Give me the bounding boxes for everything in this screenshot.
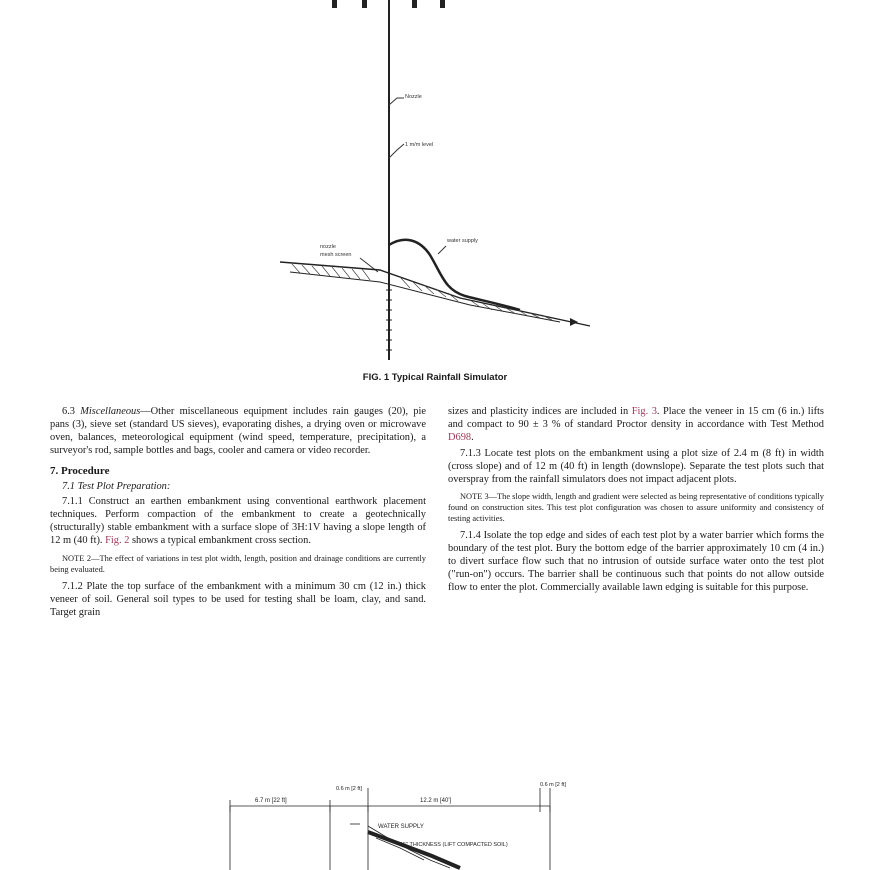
paragraph-7-1-2: 7.1.2 Plate the top surface of the embankment with a minimum 30 cm (12 in.) thick veneer of soil. General soil types to be used for testing shall be loam, clay, and sand. Target grain: [50, 581, 426, 619]
nozzle-label: Nozzle: [405, 94, 422, 100]
thickness-label: 15" THICKNESS (LIFT COMPACTED SOIL): [400, 842, 508, 848]
nozzle-detail-label: nozzle: [320, 244, 336, 250]
dim-small-label: 0.6 m [2 ft]: [336, 786, 362, 792]
paragraph-7-1-1: 7.1.1 Construct an earthen embankment using conventional earthwork placement techniques. Perform compaction of the embankment to create a geotechnically (structurally) stable embankment with a surface slope of 3H:1V having a slope length of 12 m (40 ft). Fig. 2 shows a typical embankment cross section.: [50, 496, 426, 547]
fig2-water-supply-label: WATER SUPPLY: [378, 824, 424, 830]
embankment-cross-section-figure: [200, 780, 600, 870]
right-column: [448, 406, 824, 598]
note-2: NOTE 2—The effect of variations in test plot width, length, position and drainage conditions are currently being evaluated.: [50, 554, 426, 574]
water-supply-hose: [389, 240, 520, 310]
paragraph-7-1: 7.1 Test Plot Preparation:: [62, 480, 171, 492]
mesh-screen-label: mesh screen: [320, 252, 352, 258]
paragraph-7-1-2-continued: sizes and plasticity indices are included in Fig. 3. Place the veneer in 15 cm (6 in.) lifts and compact to 90 ± 3 % of standard Proctor density in accordance with Test Method D698.: [448, 406, 824, 443]
dim-left-label: 6.7 m [22 ft]: [255, 798, 287, 804]
paragraph-7-1-3: 7.1.3 Locate test plots on the embankment using a plot size of 2.4 m (8 ft) in width (cross slope) and of 12 m (40 ft) in length (downslope). Separate the test plots such that overspray from the rainfall simulators does not impact adjacent plots.: [448, 447, 824, 485]
left-column: [50, 406, 426, 623]
height-label: 1 m/m level: [405, 142, 434, 148]
d698-reference-link[interactable]: D698: [448, 431, 472, 443]
paragraph-7-1-4: 7.1.4 Isolate the top edge and sides of each test plot by a water barrier which forms the boundary of the test plot. Bury the bottom edge of the barrier approximately 10 cm (4 in.) to divert surface flow such that no intrusion of outside surface water onto the test plot ("run-on") occurs. The barrier shall be continuous such that points do not allow outside flow to enter the plot. Commercially available lawn edging is suitable for this purpose.: [448, 530, 824, 593]
note-3: NOTE 3—The slope width, length and gradient were selected as being representative of conditions typically found on construction sites. This test plot configuration was chosen to assure uniformity and consistency of testing activities.: [448, 492, 824, 523]
dim-main-label: 12.2 m [40']: [420, 798, 452, 804]
water-supply-label: water supply: [447, 238, 478, 244]
dim-right-label: 0.6 m [2 ft]: [540, 782, 566, 788]
figure1-caption: FIG. 1 Typical Rainfall Simulator: [362, 372, 508, 383]
fig2-reference-link[interactable]: Fig. 2: [105, 535, 130, 547]
fig3-reference-link[interactable]: Fig. 3: [631, 406, 657, 417]
rainfall-simulator-figure: [0, 0, 870, 370]
embankment-slope: [280, 262, 590, 326]
paragraph-6-3: 6.3 Miscellaneous—Other miscellaneous equipment includes rain gauges (20), pie pans (3), sieve set (standard US sieves), evaporating dishes, a drying oven or microwave oven, balances, meteorological equipment (wind speed, temperature, precipitation), a surveyor's rod, sample bottles and bags, cooler and camera or video recorder.: [50, 406, 426, 456]
section-heading-procedure: 7. Procedure: [50, 464, 110, 477]
